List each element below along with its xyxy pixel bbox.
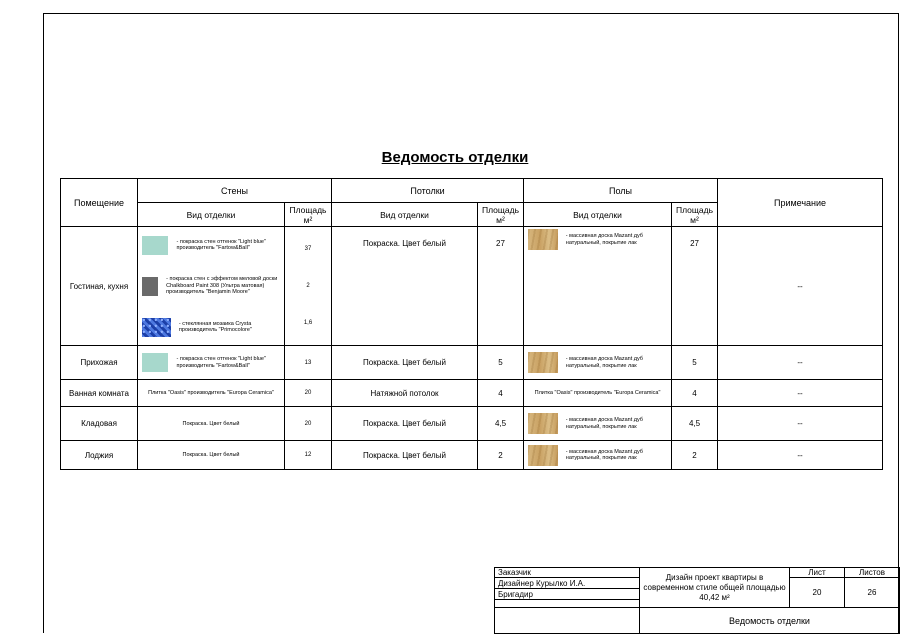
note: --	[718, 441, 883, 470]
stamp-brigadier: Бригадир	[495, 589, 640, 600]
wall-finish	[138, 441, 285, 470]
floor-area: 4	[672, 380, 718, 407]
wall-finish-text: Плитка "Oasis" производитель "Europa Ceramica"	[148, 390, 274, 396]
stamp-designer: Дизайнер Курылко И.А.	[495, 578, 640, 589]
floor-finish-text: - массивная доска Mazant дуб натуральный, покрытие лак	[565, 417, 643, 430]
table-row	[61, 227, 883, 346]
wall-finish	[138, 346, 285, 380]
header-walls: Стены	[138, 179, 332, 203]
title-block	[494, 567, 899, 633]
stamp-sheet: 20	[790, 578, 845, 608]
wall-area	[285, 346, 332, 380]
ceiling-area: 5	[478, 346, 524, 380]
light-blue-swatch	[142, 353, 168, 372]
floor-finish	[524, 346, 672, 380]
floor-finish	[524, 380, 672, 407]
note: --	[718, 380, 883, 407]
wall-finish	[138, 380, 285, 407]
finish-table-body	[61, 227, 883, 470]
wall-finish-text: - покраска стен оттенок "Light blue" производитель "Fartow&Ball"	[176, 356, 266, 369]
stamp-empty-row	[495, 608, 640, 634]
stamp-sheets: 26	[845, 578, 900, 608]
floor-area: 5	[672, 346, 718, 380]
wall-area	[285, 380, 332, 407]
wall-area-value: 1,6	[303, 320, 313, 326]
finish-table	[60, 178, 883, 470]
header-walls-area: Площадь м²	[285, 203, 332, 227]
ceiling-finish: Натяжной потолок	[332, 380, 478, 407]
stamp-empty-row	[495, 600, 640, 608]
header-floors-area: Площадь м²	[672, 203, 718, 227]
ceiling-finish: Покраска. Цвет белый	[332, 346, 478, 380]
floor-area: 27	[672, 227, 718, 346]
wood-swatch	[528, 445, 558, 466]
room-name: Прихожая	[61, 346, 138, 380]
wall-finish-text: Покраска. Цвет белый	[182, 452, 240, 458]
room-name: Лоджия	[61, 441, 138, 470]
floor-finish-text: - массивная доска Mazant дуб натуральный, покрытие лак	[565, 448, 643, 461]
table-row	[61, 407, 883, 441]
stamp-sheet-label: Лист	[790, 568, 845, 578]
ceiling-area: 2	[478, 441, 524, 470]
wall-finish-text: - покраска стен с эффектом меловой доски Chalkboard Paint 308 (Ультра матовая) производитель "Benjamin Moore"	[166, 276, 278, 296]
grey-swatch	[142, 277, 158, 296]
floor-finish-text: Плитка "Oasis" производитель "Europa Ceramica"	[534, 390, 661, 396]
ceiling-area: 27	[478, 227, 524, 346]
wall-area-value: 20	[304, 390, 312, 396]
wall-finish-text: - стеклянная мозаика Crysta производитель "Primocolore"	[178, 320, 252, 333]
table-row	[61, 380, 883, 407]
ceiling-finish: Покраска. Цвет белый	[332, 407, 478, 441]
wall-area-value: 13	[304, 359, 312, 366]
wall-area	[285, 441, 332, 470]
floor-area: 2	[672, 441, 718, 470]
floor-finish-text: - массивная доска Mazant дуб натуральный, покрытие лак	[565, 356, 643, 369]
header-floors-type: Вид отделки	[524, 203, 672, 227]
floor-finish-text: - массивная доска Mazant дуб натуральный, покрытие лак	[565, 233, 643, 246]
wall-finish	[138, 227, 285, 346]
table-row	[61, 441, 883, 470]
wood-swatch	[528, 229, 558, 250]
header-ceilings-area: Площадь м²	[478, 203, 524, 227]
ceiling-finish: Покраска. Цвет белый	[332, 227, 478, 346]
floor-finish	[524, 441, 672, 470]
ceiling-finish: Покраска. Цвет белый	[332, 441, 478, 470]
header-ceilings-type: Вид отделки	[332, 203, 478, 227]
stamp-sheet-title: Ведомость отделки	[640, 608, 900, 634]
floor-finish	[524, 407, 672, 441]
stamp-customer: Заказчик	[495, 568, 640, 578]
mosaic-swatch	[142, 318, 171, 337]
wall-area-value: 20	[304, 420, 312, 427]
stamp-project: Дизайн проект квартиры в современном стиле общей площадью 40,42 м²	[640, 568, 790, 608]
ceiling-area: 4,5	[478, 407, 524, 441]
floor-finish	[524, 227, 672, 346]
wall-area-value: 12	[304, 452, 312, 458]
wall-area-value: 37	[304, 246, 312, 252]
wall-area-value: 2	[306, 283, 310, 289]
light-blue-swatch	[142, 236, 168, 255]
room-name: Ванная комната	[61, 380, 138, 407]
header-note: Примечание	[718, 179, 883, 227]
wall-area	[285, 407, 332, 441]
note: --	[718, 227, 883, 346]
room-name: Кладовая	[61, 407, 138, 441]
stamp-sheets-label: Листов	[845, 568, 900, 578]
table-row	[61, 346, 883, 380]
header-ceilings: Потолки	[332, 179, 524, 203]
wall-finish-text: Покраска. Цвет белый	[182, 420, 240, 427]
wall-area	[285, 227, 332, 346]
wall-finish	[138, 407, 285, 441]
note: --	[718, 346, 883, 380]
header-room: Помещение	[61, 179, 138, 227]
floor-area: 4,5	[672, 407, 718, 441]
header-walls-type: Вид отделки	[138, 203, 285, 227]
page-title: Ведомость отделки	[381, 149, 529, 166]
header-floors: Полы	[524, 179, 718, 203]
wood-swatch	[528, 352, 558, 373]
room-name: Гостиная, кухня	[61, 227, 138, 346]
note: --	[718, 407, 883, 441]
wood-swatch	[528, 413, 558, 434]
wall-finish-text: - покраска стен оттенок "Light blue" производитель "Fartow&Ball"	[176, 238, 266, 251]
ceiling-area: 4	[478, 380, 524, 407]
